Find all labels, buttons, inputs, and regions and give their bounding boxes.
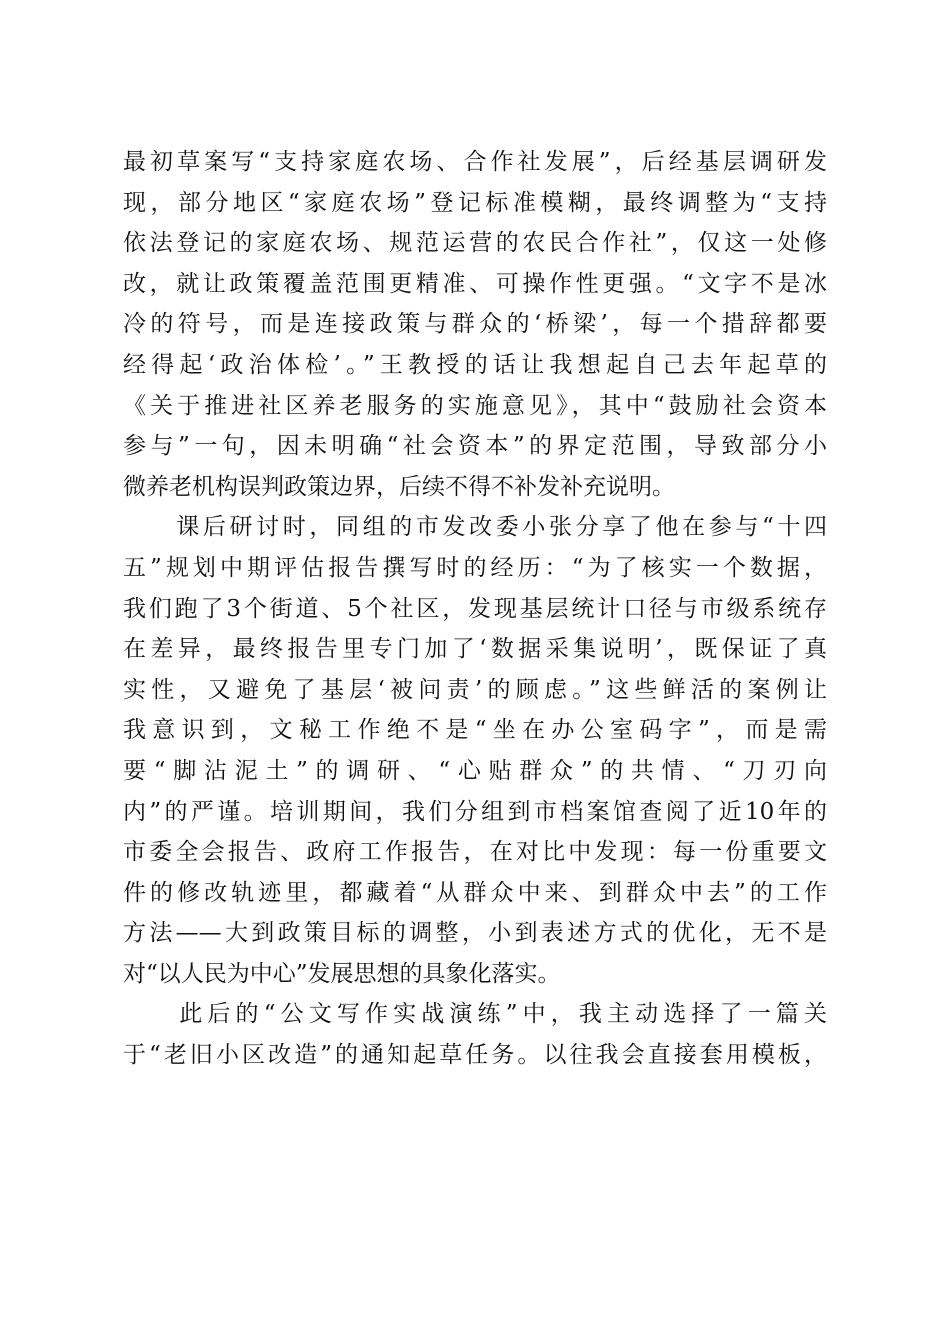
text-line: 我意识到，文秘工作绝不是“坐在办公室码字”，而是需: [123, 717, 827, 744]
text-line: 内”的严谨。培训期间，我们分组到市档案馆查阅了近10年的: [123, 798, 827, 825]
text-line: 微养老机构误判政策边界，后续不得不补发补充说明。: [123, 473, 675, 500]
text-line: 件的修改轨迹里，都藏着“从群众中来、到群众中去”的工作: [123, 879, 827, 906]
text-line: 五”规划中期评估报告撰写时的经历：“为了核实一个数据，: [123, 554, 827, 581]
text-line: 方法——大到政策目标的调整，小到表述方式的优化，无不是: [123, 920, 827, 947]
text-line: 经得起‘政治体检’。”王教授的话让我想起自己去年起草的: [123, 351, 827, 378]
paragraph-1: [123, 142, 827, 507]
paragraph-3: [123, 994, 827, 1075]
text-line: 此后的“公文写作实战演练”中，我主动选择了一篇关: [123, 1001, 827, 1028]
text-line: 市委全会报告、政府工作报告，在对比中发现：每一份重要文: [123, 839, 827, 866]
text-line: 实性，又避免了基层‘被问责’的顾虑。”这些鲜活的案例让: [123, 676, 827, 703]
text-line: 要“脚沾泥土”的调研、“心贴群众”的共情、“刀刃向: [123, 757, 827, 784]
text-line: 最初草案写“支持家庭农场、合作社发展”，后经基层调研发: [123, 149, 827, 175]
text-line: 参与”一句，因未明确“社会资本”的界定范围，导致部分小: [123, 433, 827, 460]
text-line: 对“以人民为中心”发展思想的具象化落实。: [123, 960, 561, 987]
paragraph-2: [123, 507, 827, 994]
text-line: 依法登记的家庭农场、规范运营的农民合作社”，仅这一处修: [123, 230, 827, 257]
text-line: 冷的符号，而是连接政策与群众的‘桥梁’，每一个措辞都要: [123, 311, 827, 338]
text-line: 我们跑了3个街道、5个社区，发现基层统计口径与市级系统存: [123, 595, 827, 622]
text-line: 改，就让政策覆盖范围更精准、可操作性更强。“文字不是冰: [123, 270, 827, 297]
text-line: 课后研讨时，同组的市发改委小张分享了他在参与“十四: [123, 514, 827, 541]
text-line: 现，部分地区“家庭农场”登记标准模糊，最终调整为“支持: [123, 189, 827, 216]
document-body: [123, 142, 827, 1076]
text-line: 《关于推进社区养老服务的实施意见》，其中“鼓励社会资本: [123, 392, 827, 419]
text-line: 于“老旧小区改造”的通知起草任务。以往我会直接套用模板，: [123, 1042, 827, 1069]
text-line: 在差异，最终报告里专门加了‘数据采集说明’，既保证了真: [123, 636, 827, 663]
